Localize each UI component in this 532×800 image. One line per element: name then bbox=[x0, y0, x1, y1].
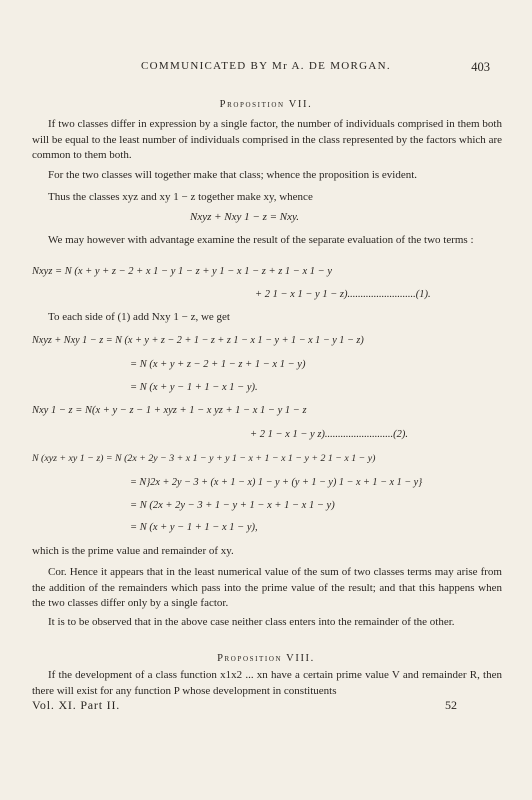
proposition-8-statement: If the development of a class function x1x2 ... xn have a certain prime value V and remainder R, then there will exist for any function P whose development in constituents bbox=[32, 669, 502, 697]
equation-3-line-a: Nxy 1 − z = N(x + y − z − 1 + xyz + 1 − x yz + 1 − x 1 − y 1 − z bbox=[32, 405, 307, 416]
equation-4-line-a: N (xyz + xy 1 − z) = N (2x + 2y − 3 + x 1 − y + y 1 − x + 1 − x 1 − y + 2 1 − x 1 − y) bbox=[32, 453, 376, 464]
proposition-7-heading: Proposition VII. bbox=[219, 99, 313, 110]
equation-2-line-a: Nxyz + Nxy 1 − z = N (x + y + z − 2 + 1 − z + z 1 − x 1 − y + 1 − x 1 − y 1 − z) bbox=[32, 335, 364, 346]
equation-4-line-b: = N}2x + 2y − 3 + (x + 1 − x) 1 − y + (y + 1 − y) 1 − x + 1 − x 1 − y} bbox=[130, 477, 423, 488]
equation-2-line-c: = N (x + y − 1 + 1 − x 1 − y). bbox=[130, 382, 258, 393]
running-header bbox=[0, 60, 532, 80]
equation-3-line-b: + 2 1 − x 1 − y z)..........................(2). bbox=[250, 429, 409, 440]
equation-4-line-d: = N (x + y − 1 + 1 − x 1 − y), bbox=[130, 522, 258, 533]
prime-value-sentence: which is the prime value and remainder of xy. bbox=[32, 545, 234, 557]
sheet-signature: 52 bbox=[445, 698, 457, 712]
add-sentence: To each side of (1) add Nxy 1 − z, we get bbox=[48, 311, 230, 323]
page-footer bbox=[0, 698, 532, 714]
observation-paragraph: It is to be observed that in the above case neither class enters into the remainder of the other. bbox=[48, 616, 455, 628]
advantage-paragraph: We may however with advantage examine the result of the separate evaluation of the two terms : bbox=[48, 234, 474, 246]
example-equation: Nxyz + Nxy 1 − z = Nxy. bbox=[190, 211, 300, 223]
equation-2-line-b: = N (x + y + z − 2 + 1 − z + 1 − x 1 − y) bbox=[130, 359, 306, 370]
proposition-7-statement: If two classes differ in expression by a single factor, the number of individuals comprised in them both will be equal to the least number of individuals comprised in the class represented by the factors which are common to them both. bbox=[32, 118, 502, 162]
equation-1-line-a: Nxyz = N (x + y + z − 2 + x 1 − y 1 − z + y 1 − x 1 − z + z 1 − x 1 − y bbox=[32, 266, 333, 277]
equation-1-line-b: + 2 1 − x 1 − y 1 − z)..........................(1). bbox=[255, 289, 431, 300]
equation-4-line-c: = N (2x + 2y − 3 + 1 − y + 1 − x + 1 − x 1 − y) bbox=[130, 500, 335, 511]
example-sentence: Thus the classes xyz and xy 1 − z together make xy, whence bbox=[48, 191, 313, 203]
corollary-paragraph: Cor. Hence it appears that in the least numerical value of the sum of two classes terms may arise from the addition of the remainders which pass into the prime value of the result; and that this happens when the two classes differ only by a single factor. bbox=[32, 566, 502, 610]
volume-signature: Vol. XI. Part II. bbox=[32, 698, 121, 712]
proposition-8-heading: Proposition VIII. bbox=[217, 653, 315, 664]
page-number: 403 bbox=[471, 60, 490, 74]
proposition-7-intro: For the two classes will together make that class; whence the proposition is evident. bbox=[48, 169, 418, 181]
running-title: COMMUNICATED BY Mr A. DE MORGAN. bbox=[141, 60, 391, 72]
